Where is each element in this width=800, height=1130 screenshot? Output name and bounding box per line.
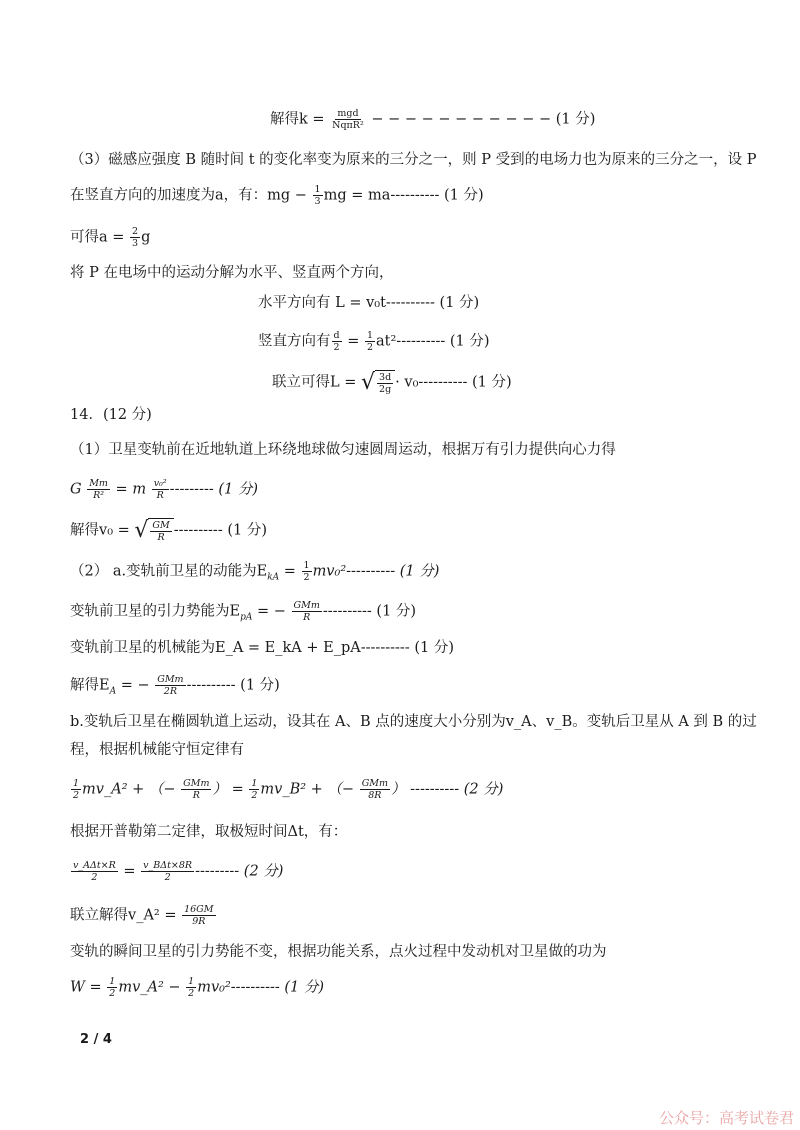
- EA-result: 解得$E_A$ = − GMm 2R ---------- (1 分): [70, 674, 280, 697]
- kepler-text: 根据开普勒第二定律，取极短时间Δt，有：: [70, 824, 348, 840]
- part3-text: （3）磁感应强度 B 随时间 t 的变化率变为原来的三分之一，则 P 受到的电场力也为原来的三分之一，设 P: [70, 152, 757, 168]
- work-eq: W = $\frac{1}{2}$ mv_A² − $\frac{1}{2}$ mv₀²---------- (1 分): [70, 976, 325, 999]
- vA-result: 联立解得v_A² = $\frac{16GM}{9R}$: [70, 904, 214, 927]
- acceleration-eq: 在竖直方向的加速度为a，有：mg − $\frac{1}{3}$ mg = ma---------- (1 分): [70, 184, 484, 207]
- horizontal-eq: 水平方向有 L = v₀t---------- (1 分): [258, 295, 480, 311]
- vertical-eq: 竖直方向有 $\frac{d}{2}$ = $\frac{1}{2}$ at²---------- (1 分): [258, 330, 490, 353]
- kinetic-energy-eq: （2） a.变轨前卫星的动能为$E_{kA}$ = $\frac{1}{2}$ mv₀²---------- (1 分): [70, 560, 440, 583]
- acceleration-result: 可得a = $\frac{2}{3}$ g: [70, 226, 151, 249]
- potential-energy-eq: 变轨前卫星的引力势能为$E_{pA}$ = − GMm R ---------- (1 分): [70, 600, 417, 623]
- work-text: 变轨的瞬间卫星的引力势能不变，根据功能关系，点火过程中发动机对卫星做的功为: [70, 944, 607, 960]
- energy-conservation-eq: $\frac{1}{2}$ mv_A² + （− GMm R ） = $\frac{1}{2}$ mv_B² + （− GMm 8R ） ---------- (2 分): [73, 778, 504, 801]
- combined-L: 联立可得L = √ $\frac{3d}{2g}$ · v₀---------- (1 分): [272, 369, 512, 395]
- question-14-heading: 14．(12 分): [70, 407, 152, 423]
- decompose-text: 将 P 在电场中的运动分解为水平、竖直两个方向，: [70, 265, 394, 281]
- part-b-text: b.变轨后卫星在椭圆轨道上运动，设其在 A、B 点的速度大小分别为v_A、v_B。变轨后卫星从 A 到 B 的过: [70, 714, 757, 730]
- gravity-eq: G $\frac{Mm}{\text{R²}}$ = m $\frac{\text{v₀²}}{R}$ --------- (1 分): [70, 478, 259, 501]
- kepler-eq: v_AΔt×R 2 = v_BΔt×8R 2 --------- (2 分): [73, 860, 284, 883]
- mechanical-energy-eq: 变轨前卫星的机械能为E_A = E_kA + E_pA---------- (1 分): [70, 640, 454, 656]
- formula-k: 解得k = mgd NqπR² − − − − − − − − − − − (1 分): [270, 108, 596, 131]
- part1-text: （1）卫星变轨前在近地轨道上环绕地球做匀速圆周运动，根据万有引力提供向心力得: [70, 442, 616, 458]
- part-b-text-2: 程，根据机械能守恒定律有: [70, 742, 244, 758]
- watermark: 公众号：高考试卷君: [658, 1109, 794, 1127]
- page-number: 2 / 4: [80, 1032, 112, 1047]
- v0-result: 解得v₀ = √ $\frac{GM}{R}$ ---------- (1 分): [70, 517, 267, 543]
